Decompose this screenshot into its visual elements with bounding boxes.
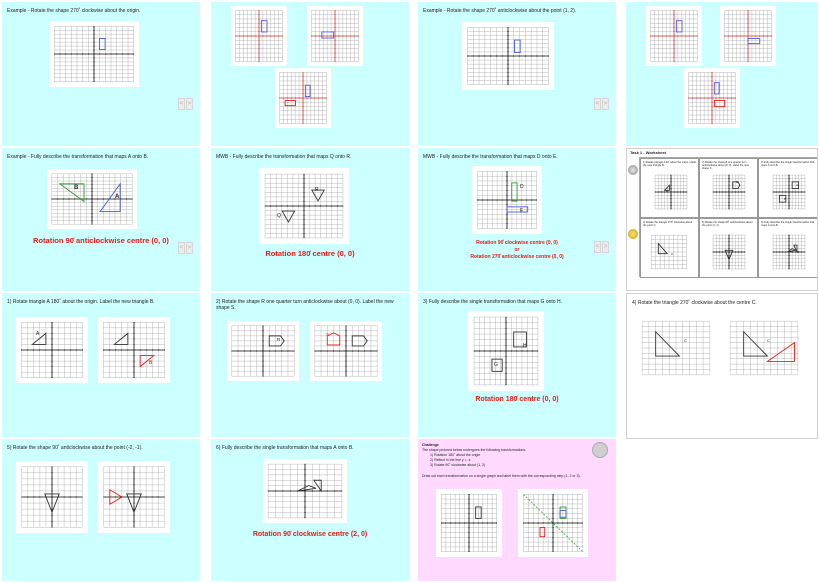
prev-button[interactable]: < [594, 98, 601, 110]
coordinate-grid [468, 311, 544, 391]
grid-svg [98, 317, 170, 383]
grid-svg [710, 172, 748, 212]
worksheet-label-4: B [784, 197, 787, 201]
gold-medal-icon [628, 229, 638, 239]
worksheet-question-6: 6) Fully describe the single transformation that maps A onto B. [758, 218, 818, 278]
label-r: R [315, 187, 319, 193]
grid-svg [259, 168, 349, 244]
slide-title: MWB - Fully describe the transformation that maps Q onto R. [216, 154, 352, 160]
label-d: D [520, 184, 524, 190]
coordinate-grid [16, 461, 88, 533]
worksheet-question-3: 3) Fully describe the single transformation that maps A onto B. [758, 158, 818, 218]
coordinate-grid-1 [231, 6, 287, 66]
label-a: A [115, 194, 120, 200]
worksheet-grid-4 [648, 232, 690, 272]
challenge-heading: Challenge [422, 443, 439, 447]
coordinate-grid-1 [646, 6, 702, 66]
slide-15 [626, 293, 818, 439]
coordinate-grid-3 [275, 68, 331, 128]
grid-svg [648, 232, 690, 272]
slide-title: Example - Fully describe the transformation that maps A onto B. [7, 154, 149, 160]
slide-9 [418, 2, 616, 146]
next-button[interactable]: > [602, 98, 609, 110]
coordinate-grid-answer [725, 316, 803, 380]
answer-line-1: Rotation 90̊ clockwise centre (0, 0) [476, 240, 558, 246]
grid-svg [725, 316, 803, 380]
slide-nav [178, 242, 193, 254]
label-h: H [523, 343, 527, 349]
label-b: B [149, 360, 153, 366]
challenge-step-3: 3) Rotate 90˚ clockwise about (1, 2) [430, 463, 486, 467]
shape-triangle [298, 486, 316, 491]
slide-nav [594, 241, 609, 253]
grid-svg [98, 461, 170, 533]
next-button[interactable]: > [186, 98, 193, 110]
slide-6 [211, 148, 409, 291]
worksheet-question-1: 1) Rotate triangle A 90˚ about the origin. Label the new triangle B. [640, 158, 699, 218]
grid-svg [468, 311, 544, 391]
challenge-step-2: 2) Reflect in the line y = -x [430, 458, 471, 462]
coordinate-grid-answer [98, 461, 170, 533]
coordinate-grid [49, 21, 139, 87]
coordinate-grid [436, 489, 502, 557]
worksheet-label-6: B [797, 250, 800, 254]
label-g: G [494, 362, 498, 368]
slide-13 [626, 2, 818, 146]
coordinate-grid [472, 166, 542, 234]
slide-title: 3) Fully describe the single transformation that maps G onto H. [423, 299, 562, 305]
grid-svg [16, 317, 88, 383]
slide-2 [2, 148, 200, 291]
slide-title: 5) Rotate the shape 90˚ anticlockwise about the point (-2, -1). [7, 445, 143, 451]
label-q: Q [277, 213, 281, 219]
coordinate-grid-2 [307, 6, 363, 66]
shape-rect [560, 510, 566, 517]
grid-svg [436, 489, 502, 557]
grid-svg [275, 68, 331, 128]
worksheet [639, 157, 817, 277]
grid-svg [49, 21, 139, 87]
worksheet-label-3: A [796, 183, 799, 187]
slide-1 [2, 2, 200, 146]
shape-rect [676, 21, 682, 32]
slide-8 [211, 439, 409, 581]
slide-title: Example - Rotate the shape 270˚ clockwise about the origin. [7, 8, 141, 14]
grid-svg [518, 489, 588, 557]
label-c: C [684, 338, 687, 343]
worksheet-grid-6 [770, 232, 808, 272]
grid-svg [307, 6, 363, 66]
answer-or: or [514, 247, 520, 253]
label-r: R [277, 337, 281, 342]
worksheet-question-5: 5) Rotate the shape 90˚ anticlockwise about the point (1, 1). [699, 218, 758, 278]
slide-title: 6) Fully describe the single transformation that maps A onto B. [216, 445, 354, 451]
challenge-step-1: 1) Rotation 180˚ about the origin [430, 453, 481, 457]
coordinate-grid-answer [98, 317, 170, 383]
slide-10 [418, 148, 616, 291]
worksheet-title: Task 1 - Worksheet [630, 150, 667, 155]
challenge-intro: The shape pictured below undergoes the following transformations: [422, 448, 527, 452]
grid-svg [770, 232, 808, 272]
coordinate-grid [16, 317, 88, 383]
worksheet-label-1: A [666, 189, 669, 193]
grid-svg [710, 232, 748, 272]
prev-button[interactable]: < [594, 241, 601, 253]
shape-rect [322, 32, 334, 38]
shape-rect [540, 528, 545, 537]
coordinate-grid-answer [518, 489, 588, 557]
shape-rect [305, 85, 310, 96]
slide-4 [2, 439, 200, 581]
answer-text: Rotation 180̊ centre (0, 0) [475, 396, 559, 403]
shape-rect [100, 38, 106, 49]
shape-rect [261, 21, 267, 32]
answer-text: Rotation 90̊ anticlockwise centre (0, 0) [33, 236, 169, 245]
label-c-answer: C [767, 338, 770, 343]
label-e: E [520, 208, 524, 214]
worksheet-grid-2 [710, 172, 748, 212]
coordinate-grid [227, 321, 299, 381]
slide-11 [418, 293, 616, 437]
worksheet-grid-1 [652, 172, 690, 212]
slide-nav [594, 98, 609, 110]
prev-button[interactable]: < [178, 98, 185, 110]
slide-3 [2, 293, 200, 437]
label-s: S [326, 332, 330, 337]
slide-title: MWB - Fully describe the transformation that maps D onto E. [423, 154, 558, 160]
worksheet-label-5: C [671, 252, 674, 256]
coordinate-grid-2 [720, 6, 776, 66]
challenge-badge-icon [592, 442, 608, 458]
answer-line-2: Rotation 270̊ anticlockwise centre (0, 0) [470, 254, 564, 260]
grid-svg [652, 172, 690, 212]
answer-text: Rotation 180̊ centre (0, 0) [265, 249, 355, 258]
grid-svg [770, 172, 808, 212]
coordinate-grid [259, 168, 349, 244]
worksheet-question-2: 2) Rotate the shape B one quarter turn anticlockwise about (0, 0). Label the new shape C. [699, 158, 758, 218]
worksheet-grid-3 [770, 172, 808, 212]
shape-rect [514, 40, 520, 53]
worksheet-label-2: B [736, 180, 739, 184]
answer-text: Rotation 90̊ clockwise centre (2, 0) [252, 531, 368, 538]
challenge-instruction: Draw out each transformation on a single graph and label them with the corresponding step (1, 2 or 3). [422, 474, 581, 478]
slide-title: Example - Rotate the shape 270˚ anticlockwise about the point (1, 2). [423, 8, 577, 14]
worksheet-question-4: 4) Rotate the triangle 270˚ clockwise about the point C. [640, 218, 699, 278]
grid-svg [47, 169, 137, 229]
label-a: A [36, 331, 40, 337]
slide-12-challenge [418, 439, 616, 581]
grid-svg [637, 316, 715, 380]
slide-14-worksheet [626, 148, 818, 291]
slide-title: 1) Rotate triangle A 180˚ about the origin. Label the new triangle B. [7, 299, 155, 305]
silver-medal-icon [628, 165, 638, 175]
label-b: B [74, 185, 79, 191]
slide-title: 4) Rotate the triangle 270˚ clockwise about the centre C. [632, 300, 757, 306]
worksheet-grid-5 [710, 232, 748, 272]
coordinate-grid-3 [684, 68, 740, 128]
grid-svg [472, 166, 542, 234]
grid-svg [646, 6, 702, 66]
slide-title: 2) Rotate the shape R one quarter turn anticlockwise about (0, 0). Label the new shape S. [216, 299, 394, 311]
coordinate-grid [462, 22, 554, 90]
slide-5 [211, 2, 409, 146]
shape-rect [748, 39, 760, 44]
coordinate-grid-answer [310, 321, 382, 381]
next-button[interactable]: > [602, 241, 609, 253]
grid-svg [462, 22, 554, 90]
grid-svg [684, 68, 740, 128]
coordinate-grid [263, 459, 347, 523]
grid-svg [720, 6, 776, 66]
grid-svg [310, 321, 382, 381]
slide-nav [178, 98, 193, 110]
next-button[interactable]: > [186, 242, 193, 254]
prev-button[interactable]: < [178, 242, 185, 254]
shape-rect [714, 83, 719, 94]
grid-svg [263, 459, 347, 523]
grid-svg [227, 321, 299, 381]
grid-svg [231, 6, 287, 66]
grid-svg [16, 461, 88, 533]
slide-7 [211, 293, 409, 437]
coordinate-grid [637, 316, 715, 380]
shape-rect [285, 101, 295, 106]
coordinate-grid [47, 169, 137, 229]
